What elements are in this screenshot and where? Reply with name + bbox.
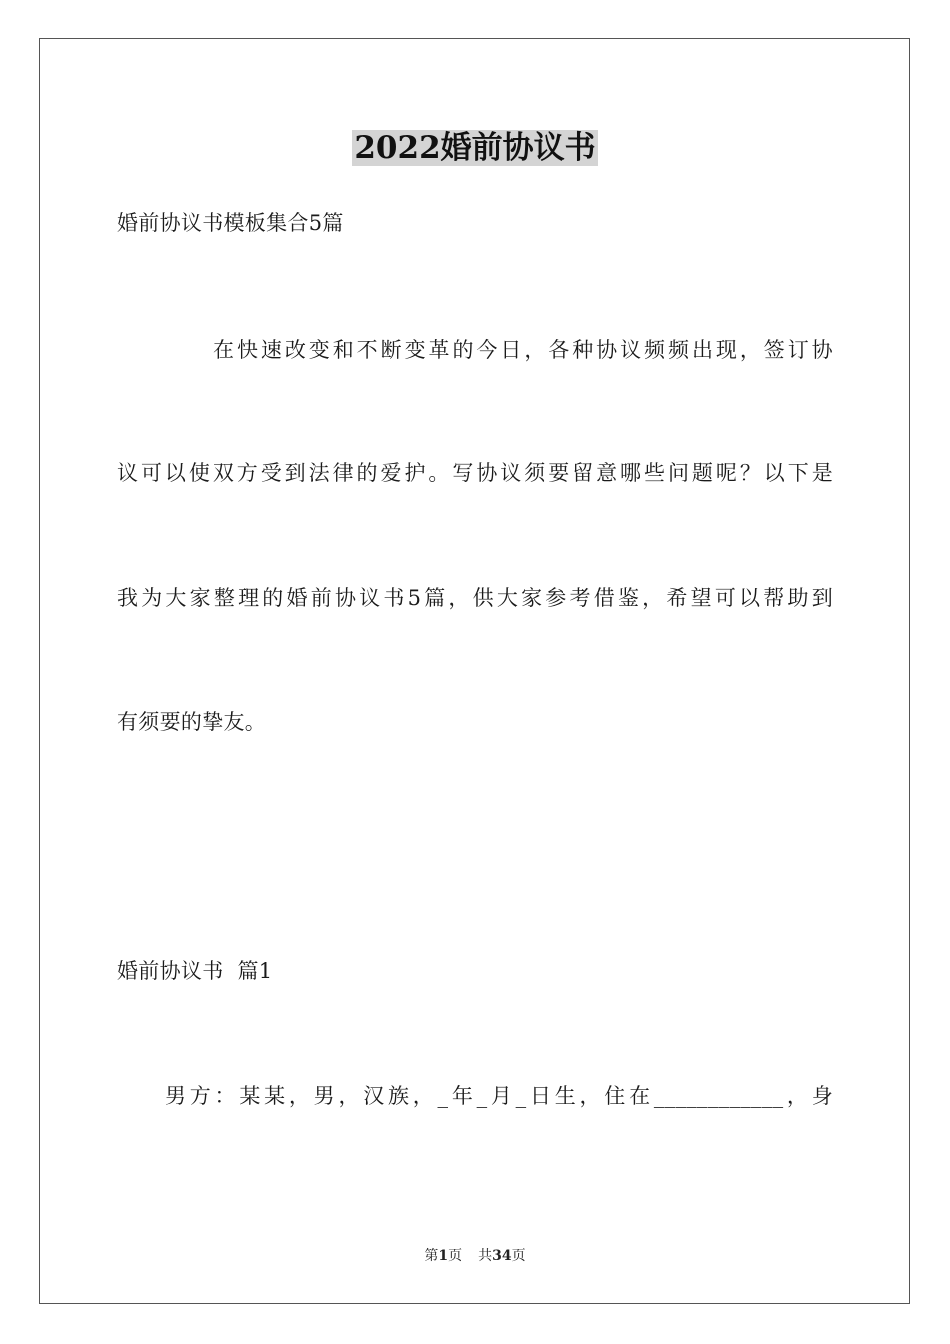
footer-total-pages: 34: [492, 1248, 512, 1264]
intro-line-3: 我为大家整理的婚前协议书5篇，供大家参考借鉴，希望可以帮助到: [117, 586, 833, 610]
footer-page-number: 1: [438, 1248, 449, 1264]
page-footer: [0, 1247, 950, 1265]
document-subtitle: 婚前协议书模板集合5篇: [117, 211, 344, 235]
party-line: 男方：某某，男，汉族，_年_月_日生，住在____________，身: [165, 1084, 833, 1108]
intro-line-4: 有须要的挚友。: [117, 710, 267, 734]
intro-line-2: 议可以使双方受到法律的爱护。写协议须要留意哪些问题呢？以下是: [117, 461, 833, 485]
footer-page-suffix: 页: [448, 1248, 463, 1264]
footer-total-suffix: 页: [511, 1248, 526, 1264]
section-heading: 婚前协议书 篇1: [117, 959, 273, 983]
document-title: 2022婚前协议书: [354, 130, 596, 166]
intro-line-1: 在快速改变和不断变革的今日，各种协议频频出现，签订协: [213, 338, 833, 362]
footer-page-prefix: 第: [424, 1248, 439, 1264]
document-title-wrapper: [0, 130, 950, 166]
footer-total-prefix: 共: [478, 1248, 493, 1264]
